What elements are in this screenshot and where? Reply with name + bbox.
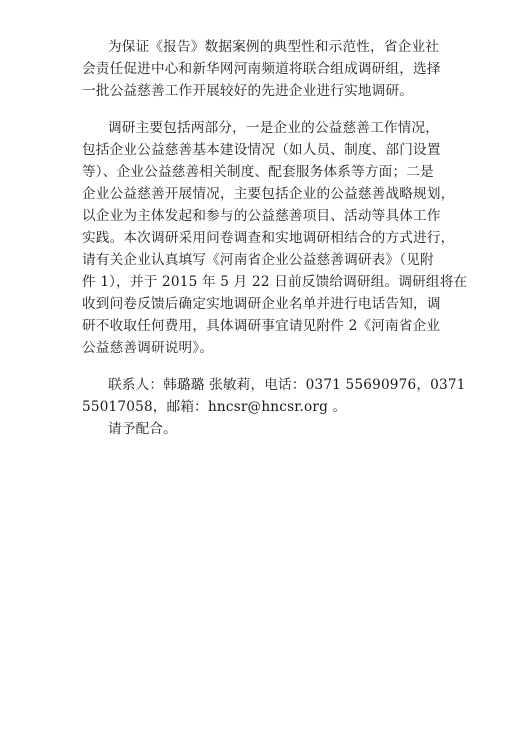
paragraph-1-line-1: 为保证《报告》数据案例的典型性和示范性，省企业社 xyxy=(108,39,440,55)
paragraph-2-line-6: 实践。本次调研采用问卷调查和实地调研相结合的方式进行， xyxy=(82,230,455,246)
paragraph-1-line-3: 一批公益慈善工作开展较好的先进企业进行实地调研。 xyxy=(82,83,414,99)
paragraph-2-line-3: 等）、企业公益慈善相关制度、配套服务体系等方面；二是 xyxy=(82,164,434,180)
paragraph-1-line-2: 会责任促进中心和新华网河南频道将联合组成调研组，选择 xyxy=(82,61,441,77)
paragraph-2-line-7: 请有关企业认真填写《河南省企业公益慈善调研表》（见附 xyxy=(82,252,434,268)
paragraph-2-line-4: 企业公益慈善开展情况，主要包括企业的公益慈善战略规划， xyxy=(82,186,455,202)
paragraph-2-line-8: 件 1），并于 2015 年 5 月 22 日前反馈给调研组。调研组将在 xyxy=(82,274,468,290)
paragraph-2-line-2: 包括企业公益慈善基本建设情况（如人员、制度、部门设置 xyxy=(82,142,441,158)
closing-line: 请予配合。 xyxy=(108,421,177,437)
paragraph-2-line-11: 公益慈善调研说明》。 xyxy=(82,340,214,356)
contact-line-1: 联系人：韩璐璐 张敏莉，电话：0371 55690976，0371 xyxy=(108,377,466,393)
paragraph-2-line-10: 研不收取任何费用，具体调研事宜请见附件 2《河南省企业 xyxy=(82,318,441,334)
contact-line-2: 55017058，邮箱：hncsr@hncsr.org 。 xyxy=(82,399,347,415)
paragraph-2-line-5: 以企业为主体发起和参与的公益慈善项目、活动等具体工作 xyxy=(82,208,441,224)
paragraph-2-line-1: 调研主要包括两部分，一是企业的公益慈善工作情况， xyxy=(108,120,440,136)
paragraph-2-line-9: 收到问卷反馈后确定实地调研企业名单并进行电话告知，调 xyxy=(82,296,441,312)
